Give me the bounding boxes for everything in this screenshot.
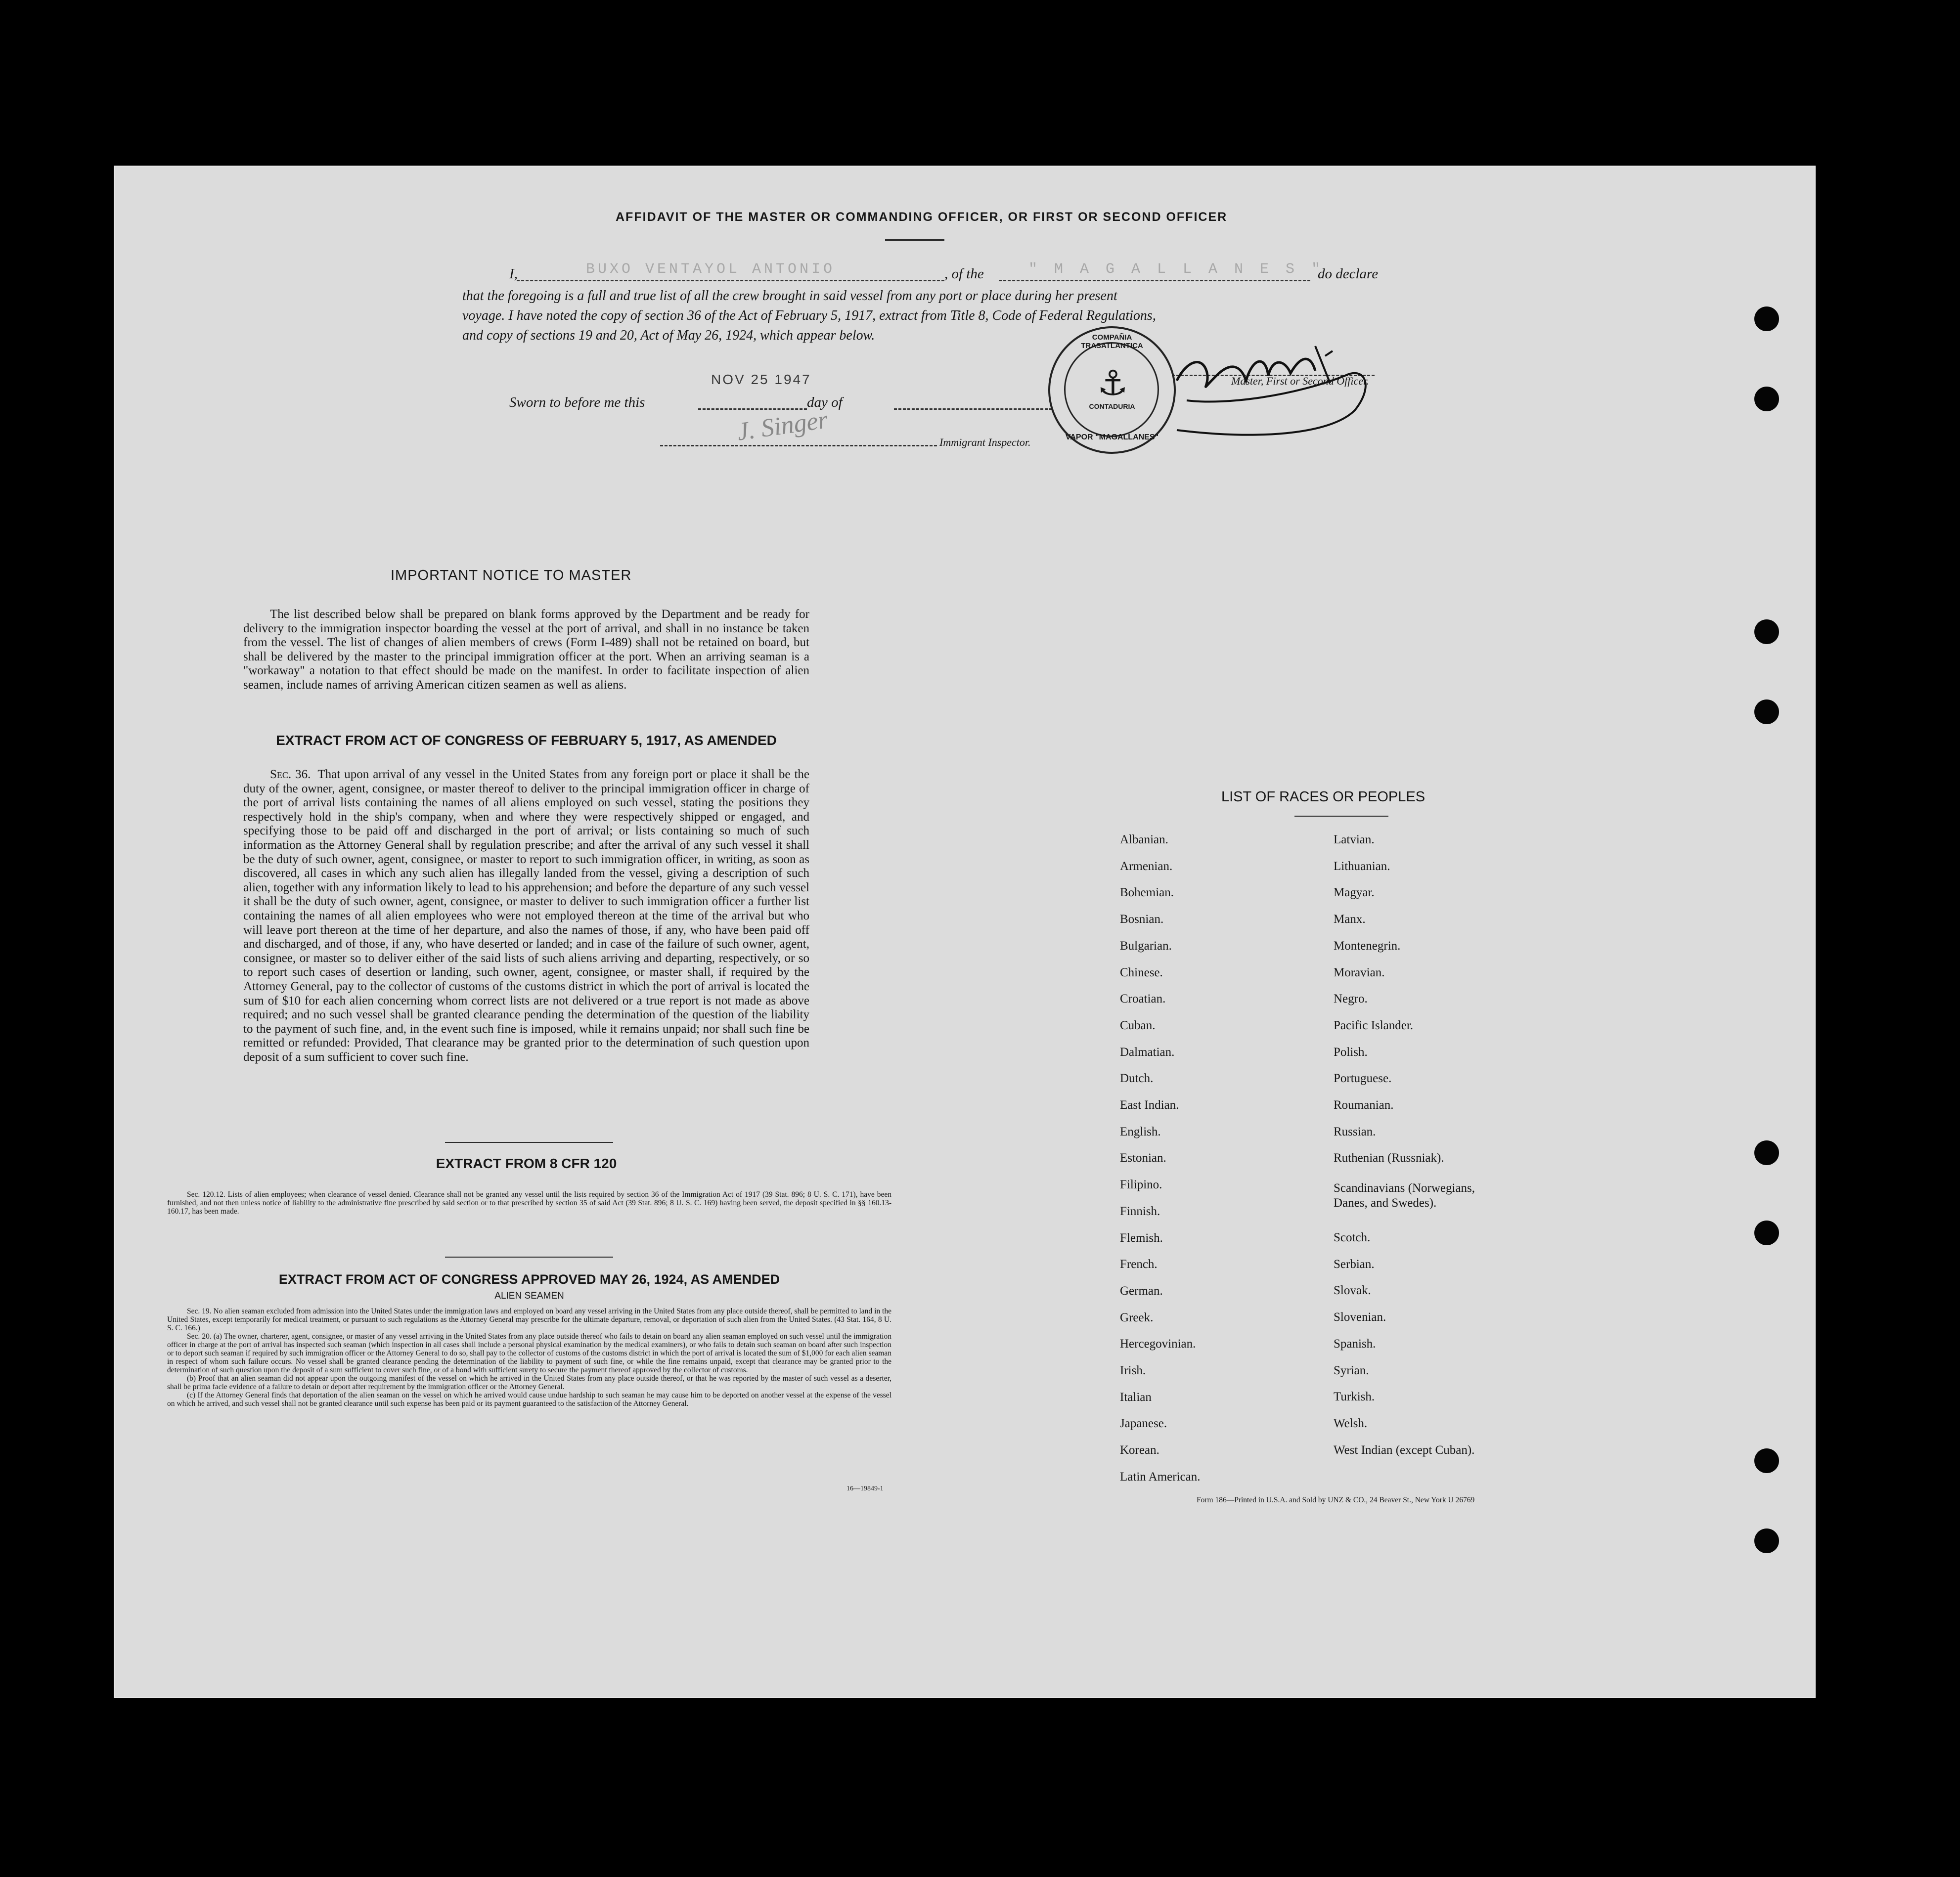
form-footer: Form 186—Printed in U.S.A. and Sold by UNZ & CO., 24 Beaver St., New York U 26769 — [1197, 1496, 1475, 1504]
race-item: French. — [1120, 1258, 1158, 1271]
race-item: Dalmatian. — [1120, 1045, 1175, 1059]
stamp-bottom-text: VAPOR "MAGALLANES" — [1065, 433, 1159, 441]
vessel-line — [999, 280, 1310, 281]
notice-title: IMPORTANT NOTICE TO MASTER — [391, 567, 632, 583]
race-item: Spanish. — [1334, 1337, 1376, 1351]
title-rule — [885, 239, 944, 241]
cfr-rule — [445, 1142, 613, 1143]
inspector-label: Immigrant Inspector. — [939, 436, 1031, 448]
race-item: Welsh. — [1334, 1416, 1368, 1430]
extract-cfr-text: Sec. 120.12. Lists of alien employees; when clearance of vessel denied. Clearance shall not be granted any vessel until the lists required by section 36 of the Immigration Act of 1917 (39 Stat. 896; 8 U. S. C. 171), have been furnished, and not then unless notice of liability to the administrative fine prescribed by said section or to that prescribed by section 35 of said Act (39 Stat. 896; 8 U. S. C. 169) having been served, the deposit specified in §§ 160.13-160.17, has been made. — [167, 1190, 891, 1216]
race-item: Croatian. — [1120, 992, 1166, 1006]
race-item: Slovenian. — [1334, 1310, 1386, 1324]
extract-cfr-title: EXTRACT FROM 8 CFR 120 — [436, 1156, 617, 1171]
sec-36-label: Sec. 36. — [270, 768, 311, 781]
sec-20c-text: (c) If the Attorney General finds that deportation of the alien seaman on the vessel on which he arrived would cause undue hardship to such seaman he may cause him to be deported on another vessel at the expense of the vessel on which he arrived, and such vessel shall not be granted clearance until such expense has been paid or its payment guaranteed to the satisfaction of the Attorney General. — [167, 1391, 891, 1408]
race-item: Cuban. — [1120, 1018, 1156, 1032]
affidavit-line-3: voyage. I have noted the copy of section 36 of the Act of February 5, 1917, extract from Title 8, Code of Federal Regulations, — [462, 308, 1156, 323]
punch-hole — [1754, 306, 1779, 331]
race-item: Greek. — [1120, 1310, 1154, 1324]
race-item: Scandinavians (Norwegians, — [1334, 1181, 1475, 1195]
race-item: Russian. — [1334, 1125, 1376, 1138]
race-item: Negro. — [1334, 992, 1368, 1006]
alien-seamen-subtitle: ALIEN SEAMEN — [494, 1291, 564, 1301]
race-item: Chinese. — [1120, 965, 1163, 979]
race-item: Slovak. — [1334, 1284, 1371, 1298]
race-item: Manx. — [1334, 913, 1366, 926]
print-code: 16—19849-1 — [846, 1485, 884, 1492]
race-item: Latvian. — [1334, 833, 1375, 846]
declarant-line — [517, 280, 944, 281]
race-item: Bulgarian. — [1120, 939, 1172, 953]
extract-1924-title: EXTRACT FROM ACT OF CONGRESS APPROVED MAY 26, 1924, AS AMENDED — [278, 1272, 780, 1287]
races-title: LIST OF RACES OR PEOPLES — [1221, 789, 1425, 805]
punch-hole — [1754, 1140, 1779, 1165]
sec-19-text: Sec. 19. No alien seaman excluded from admission into the United States under the immigration laws and employed on board any vessel arriving in the United States from any place outside thereof, shall be permitted to land in the United States, except temporarily for medical treatment, or pursuant to such regulations as the Attorney General may prescribe for the ultimate departure, removal, or deportation of such alien from the United States. (43 Stat. 164, 8 U. S. C. 166.) — [167, 1307, 891, 1332]
punch-hole — [1754, 1448, 1779, 1473]
race-item: Filipino. — [1120, 1178, 1162, 1192]
race-item: German. — [1120, 1284, 1163, 1298]
race-item: East Indian. — [1120, 1098, 1179, 1112]
declarant-name: BUXO VENTAYOL ANTONIO — [586, 261, 836, 278]
affidavit-title: AFFIDAVIT OF THE MASTER OR COMMANDING OFFICER, OR FIRST OR SECOND OFFICER — [616, 210, 1228, 224]
race-item: Montenegrin. — [1334, 939, 1401, 953]
races-rule — [1294, 816, 1388, 817]
race-item: English. — [1120, 1125, 1161, 1138]
race-item: Magyar. — [1334, 886, 1375, 900]
race-item: Armenian. — [1120, 859, 1173, 873]
date-stamp: NOV 25 1947 — [711, 372, 811, 387]
notice-text: The list described below shall be prepared on blank forms approved by the Department and be ready for delivery to the immigration inspector boarding the vessel at the port of arrival, and shall in no instance be taken from the vessel. The list of changes of alien members of crews (Form I-489) shall not be retained on board, but shall be delivered by the master to the principal immigration officer at the port. When an arriving seaman is a "workaway" a notation to that effect should be made on the manifest. In order to facilitate inspection of alien seamen, include names of arriving American citizen seamen as well as aliens. — [243, 608, 809, 692]
declarant-label: I, — [509, 266, 518, 282]
inspector-signature: J. Singer — [735, 405, 830, 446]
master-label: Master, First or Second Officer. — [1231, 375, 1369, 387]
race-item: Lithuanian. — [1334, 859, 1390, 873]
sworn-month-line — [894, 408, 1052, 410]
punch-hole — [1754, 1528, 1779, 1553]
race-item: Finnish. — [1120, 1204, 1160, 1218]
race-item: Estonian. — [1120, 1151, 1166, 1165]
race-item: Syrian. — [1334, 1363, 1369, 1377]
extract-1924-body — [167, 1307, 891, 1408]
race-item: Turkish. — [1334, 1390, 1375, 1404]
1924-rule — [445, 1257, 613, 1258]
anchor-icon: ⚓ — [1097, 363, 1128, 403]
company-stamp — [1048, 326, 1176, 454]
stamp-center-text: CONTADURIA — [1089, 402, 1135, 410]
race-item: West Indian (except Cuban). — [1334, 1443, 1475, 1457]
sec-36-body: That upon arrival of any vessel in the United States from any foreign port or place it shall be the duty of the owner, agent, consignee, or master thereof to deliver to the principal immigration officer in charge of the port of arrival lists containing the names of all aliens employed on such vessel, stating the positions they respectively hold in the ship's company, when and where they were respectively shipped or engaged, and specifying those to be paid off and discharged in the port of arrival; or lists containing so much of such information as the Attorney General shall by regulation prescribe; and after the arrival of any such vessel it shall be the duty of such owner, agent, consignee, or master to report to such immigration officer, in writing, as soon as discovered, all cases in which any such alien has illegally landed from the vessel, giving a description of such alien, together with any information likely to lead to his apprehension; and before the departure of any such vessel it shall be the duty of such owner, agent, consignee, or master to deliver to such immigration officer a further list containing the names of all alien employees who were not employed thereon at the time of the arrival but who will leave port thereon at the time of her departure, and also the names of those, if any, who have been paid off and discharged, and of those, if any, who have deserted or landed; and in case of the failure of such owner, agent, consignee, or master so to deliver either of the said lists of such aliens arriving and departing, respectively, or so to report such cases of desertion or landing, such owner, agent, consignee, or master shall, if required by the Attorney General, pay to the collector of customs of the customs district in which the port of arrival is located the sum of $10 for each alien concerning whom correct lists are not delivered or a true report is not made as above required; and no such vessel shall be granted clearance pending the determination of the question of the liability to the payment of such fine, and, in the event such fine is imposed, while it remains unpaid; nor shall such fine be remitted or refunded: Provided, That clearance may be granted prior to the determination of such question upon deposit of a sum sufficient to cover such fine. — [243, 768, 810, 1064]
extract-1917-text — [243, 768, 809, 1064]
race-item: Bosnian. — [1120, 913, 1164, 926]
race-item: Irish. — [1120, 1364, 1146, 1377]
race-item: Dutch. — [1120, 1072, 1154, 1086]
race-item: Roumanian. — [1334, 1098, 1394, 1112]
vessel-label: , of the — [944, 266, 984, 282]
affidavit-line-2: that the foregoing is a full and true list of all the crew brought in said vessel from any port or place during her present — [462, 288, 1117, 304]
sec-20a-text: Sec. 20. (a) The owner, charterer, agent, consignee, or master of any vessel arriving in the United States from any place outside thereof who fails to detain on board any alien seaman employed on such vessel until the immigration officer in charge at the port of arrival has inspected such seaman (which inspection in all cases shall include a personal physical examination by the medical examiners), or who fails to detain such seaman on board after such inspection or to deport such seaman if required by such immigration officer or the Attorney General to do so, shall pay to the collector of customs of the customs district in which the port of arrival is located the sum of $1,000 for each alien seaman in respect of whom such failure occurs. No vessel shall be granted clearance pending the determination of the liability to payment of such fine, or while the fine remains unpaid, except that clearance may be granted prior to the determination of such question upon the deposit of a sum sufficient to cover such fine, or of a bond with sufficient surety to secure the payment thereof approved by the collector of customs. — [167, 1332, 891, 1374]
race-item: Italian — [1120, 1390, 1152, 1404]
extract-1917-title: EXTRACT FROM ACT OF CONGRESS OF FEBRUARY 5, 1917, AS AMENDED — [276, 733, 777, 748]
race-item: Portuguese. — [1334, 1072, 1392, 1086]
sec-20b-text: (b) Proof that an alien seaman did not appear upon the outgoing manifest of the vessel on which he arrived in the United States from any place outside thereof, or that he was reported by the master of such vessel as a deserter, shall be prima facie evidence of a failure to detain or deport after requirement by the immigration officer or the Attorney General. — [167, 1374, 891, 1391]
race-item: Flemish. — [1120, 1231, 1163, 1245]
race-item: Hercegovinian. — [1120, 1337, 1196, 1351]
declare-label: do declare — [1318, 266, 1379, 282]
race-item: Ruthenian (Russniak). — [1334, 1151, 1444, 1165]
race-item: Korean. — [1120, 1443, 1159, 1457]
vessel-name: " M A G A L L A N E S " — [1028, 261, 1325, 278]
race-item: Moravian. — [1334, 965, 1385, 979]
affidavit-line-4: and copy of sections 19 and 20, Act of May 26, 1924, which appear below. — [462, 328, 875, 343]
punch-hole — [1754, 1221, 1779, 1245]
race-item: Latin American. — [1120, 1470, 1201, 1484]
punch-hole — [1754, 619, 1779, 644]
race-item: Japanese. — [1120, 1417, 1167, 1431]
punch-hole — [1754, 387, 1779, 411]
stamp-top-text: COMPAÑIA TRASATLANTICA — [1081, 333, 1143, 350]
day-of-label: day of — [807, 394, 843, 410]
race-item: Scotch. — [1334, 1231, 1371, 1244]
race-item: Serbian. — [1334, 1257, 1375, 1271]
sworn-label: Sworn to before me this — [509, 394, 645, 410]
inspector-line — [660, 445, 937, 446]
race-item: Polish. — [1334, 1045, 1368, 1059]
race-item: Pacific Islander. — [1334, 1018, 1414, 1032]
race-item: Albanian. — [1120, 833, 1168, 846]
race-item: Bohemian. — [1120, 886, 1174, 900]
race-item: Danes, and Swedes). — [1334, 1196, 1437, 1210]
punch-hole — [1754, 699, 1779, 724]
